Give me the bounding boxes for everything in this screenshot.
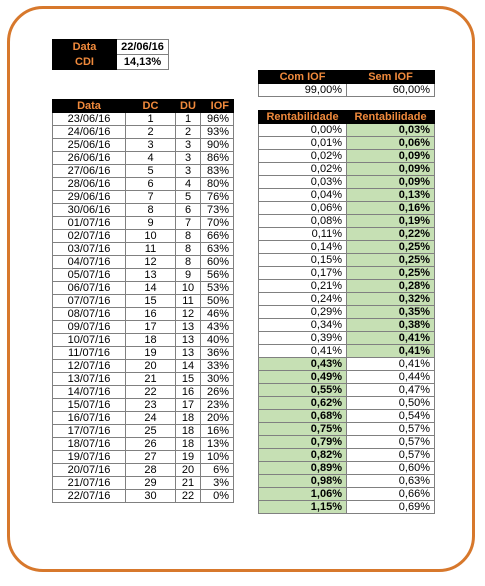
table-row [53,477,234,490]
dc-cell[interactable]: 26 [126,438,176,451]
sem-iof-cell[interactable]: 0,09% [347,163,435,176]
rent-row [259,475,435,488]
sem-iof-cell[interactable]: 0,57% [347,436,435,449]
com-iof-cell[interactable]: 0,75% [259,423,347,436]
iof-cell[interactable]: 96% [201,113,234,126]
table-row [53,347,234,360]
date-cell[interactable]: 11/07/16 [53,347,126,360]
iof-cell[interactable]: 66% [201,230,234,243]
sem-iof-cell[interactable]: 0,09% [347,150,435,163]
table-row [53,451,234,464]
iof-cell[interactable]: 23% [201,399,234,412]
rent-header-row [259,111,435,124]
sem-iof-cell[interactable]: 0,03% [347,124,435,137]
table-row [53,139,234,152]
iof-cell[interactable]: 6% [201,464,234,477]
date-cell[interactable]: 23/06/16 [53,113,126,126]
dc-cell[interactable]: 9 [126,217,176,230]
sem-iof-cell[interactable]: 0,16% [347,202,435,215]
du-cell[interactable]: 3 [176,139,201,152]
date-cell[interactable]: 21/07/16 [53,477,126,490]
table-row [53,269,234,282]
rent-row [259,436,435,449]
dc-cell[interactable]: 20 [126,360,176,373]
rent-spacer-row [259,97,435,111]
date-cell[interactable]: 04/07/16 [53,256,126,269]
rent-row [259,189,435,202]
du-cell[interactable]: 1 [176,113,201,126]
rent-row [259,202,435,215]
sem-iof-cell[interactable]: 0,41% [347,345,435,358]
date-cell[interactable]: 07/07/16 [53,295,126,308]
info-cdi-value[interactable]: 14,13% [117,55,169,70]
table-row [53,490,234,503]
rentability-table [258,70,435,514]
date-cell[interactable]: 30/06/16 [53,204,126,217]
table-row [53,256,234,269]
rent-row [259,501,435,514]
rent-row [259,254,435,267]
sem-iof-cell[interactable]: 0,63% [347,475,435,488]
date-cell[interactable]: 17/07/16 [53,425,126,438]
table-row [53,165,234,178]
header-iof: IOF [201,100,234,113]
du-cell[interactable]: 16 [176,386,201,399]
rent-row [259,397,435,410]
com-iof-cell[interactable]: 0,55% [259,384,347,397]
rent-row [259,241,435,254]
date-cell[interactable]: 27/06/16 [53,165,126,178]
sem-iof-cell[interactable]: 0,66% [347,488,435,501]
table-row [53,438,234,451]
table-row [53,204,234,217]
du-cell[interactable]: 18 [176,425,201,438]
du-cell[interactable]: 7 [176,217,201,230]
com-iof-cell[interactable]: 0,00% [259,124,347,137]
du-cell[interactable]: 13 [176,334,201,347]
du-cell[interactable]: 14 [176,360,201,373]
info-data-label: Data [53,40,117,55]
dc-cell[interactable]: 27 [126,451,176,464]
du-cell[interactable]: 3 [176,165,201,178]
com-iof-cell[interactable]: 1,06% [259,488,347,501]
date-cell[interactable]: 09/07/16 [53,321,126,334]
table-row [53,399,234,412]
du-cell[interactable]: 11 [176,295,201,308]
table-row [53,464,234,477]
du-cell[interactable]: 8 [176,230,201,243]
dc-cell[interactable]: 7 [126,191,176,204]
du-cell[interactable]: 20 [176,464,201,477]
table-row [53,373,234,386]
rent-label-row [259,71,435,84]
table-row [53,308,234,321]
sem-iof-cell[interactable]: 0,25% [347,254,435,267]
table-row [53,152,234,165]
com-iof-cell[interactable]: 0,49% [259,371,347,384]
com-iof-cell[interactable]: 0,24% [259,293,347,306]
du-cell[interactable]: 9 [176,269,201,282]
rent-row [259,137,435,150]
du-cell[interactable]: 2 [176,126,201,139]
rent-row [259,410,435,423]
main-header-row [53,100,234,113]
com-iof-cell[interactable]: 0,02% [259,163,347,176]
sem-iof-cell[interactable]: 0,69% [347,501,435,514]
com-iof-cell[interactable]: 0,08% [259,215,347,228]
rent-row [259,150,435,163]
rent-row [259,384,435,397]
info-data-value[interactable]: 22/06/16 [117,40,169,55]
dc-cell[interactable]: 16 [126,308,176,321]
iof-cell[interactable]: 3% [201,477,234,490]
com-iof-cell[interactable]: 0,98% [259,475,347,488]
date-cell[interactable]: 01/07/16 [53,217,126,230]
table-row [53,282,234,295]
rent-row [259,462,435,475]
com-iof-cell[interactable]: 0,41% [259,345,347,358]
rent-row [259,293,435,306]
table-row [53,386,234,399]
date-cell[interactable]: 16/07/16 [53,412,126,425]
dc-cell[interactable]: 18 [126,334,176,347]
rent-row [259,267,435,280]
com-iof-cell[interactable]: 0,15% [259,254,347,267]
iof-cell[interactable]: 73% [201,204,234,217]
sem-iof-cell[interactable]: 0,41% [347,358,435,371]
sem-iof-cell[interactable]: 0,13% [347,189,435,202]
info-cdi-label: CDI [53,55,117,70]
com-iof-cell[interactable]: 0,02% [259,150,347,163]
sem-iof-cell[interactable]: 0,35% [347,306,435,319]
spacer [259,97,347,111]
iof-cell[interactable]: 90% [201,139,234,152]
rent-row [259,358,435,371]
rent-row [259,449,435,462]
iof-cell[interactable]: 40% [201,334,234,347]
du-cell[interactable]: 13 [176,321,201,334]
iof-cell[interactable]: 10% [201,451,234,464]
dc-cell[interactable]: 19 [126,347,176,360]
date-cell[interactable]: 14/07/16 [53,386,126,399]
header-rent-sem: Rentabilidade [347,111,435,124]
rent-row [259,228,435,241]
du-cell[interactable]: 8 [176,243,201,256]
du-cell[interactable]: 8 [176,256,201,269]
du-cell[interactable]: 18 [176,438,201,451]
table-row [53,113,234,126]
com-iof-cell[interactable]: 0,29% [259,306,347,319]
dc-cell[interactable]: 30 [126,490,176,503]
rent-row [259,215,435,228]
date-cell[interactable]: 25/06/16 [53,139,126,152]
sem-iof-cell[interactable]: 0,32% [347,293,435,306]
header-rent-com: Rentabilidade [259,111,347,124]
dc-cell[interactable]: 22 [126,386,176,399]
table-row [53,126,234,139]
dc-cell[interactable]: 3 [126,139,176,152]
com-iof-pct[interactable]: 99,00% [259,84,347,97]
table-row [53,360,234,373]
iof-cell[interactable]: 0% [201,490,234,503]
iof-cell[interactable]: 56% [201,269,234,282]
com-iof-cell[interactable]: 0,89% [259,462,347,475]
table-row [53,425,234,438]
sem-iof-pct[interactable]: 60,00% [347,84,435,97]
com-iof-cell[interactable]: 0,04% [259,189,347,202]
sem-iof-cell[interactable]: 0,60% [347,462,435,475]
iof-cell[interactable]: 46% [201,308,234,321]
header-data: Data [53,100,126,113]
sem-iof-cell[interactable]: 0,44% [347,371,435,384]
table-row [53,321,234,334]
com-iof-cell[interactable]: 0,14% [259,241,347,254]
date-cell[interactable]: 12/07/16 [53,360,126,373]
du-cell[interactable]: 10 [176,282,201,295]
com-iof-cell[interactable]: 0,03% [259,176,347,189]
sem-iof-cell[interactable]: 0,47% [347,384,435,397]
com-iof-cell[interactable]: 0,06% [259,202,347,215]
iof-cell[interactable]: 86% [201,152,234,165]
rent-row [259,306,435,319]
iof-cell[interactable]: 20% [201,412,234,425]
sem-iof-cell[interactable]: 0,57% [347,449,435,462]
date-cell[interactable]: 10/07/16 [53,334,126,347]
rent-row [259,488,435,501]
dc-cell[interactable]: 1 [126,113,176,126]
du-cell[interactable]: 18 [176,412,201,425]
du-cell[interactable]: 3 [176,152,201,165]
sem-iof-cell[interactable]: 0,22% [347,228,435,241]
iof-cell[interactable]: 16% [201,425,234,438]
com-iof-cell[interactable]: 0,11% [259,228,347,241]
sem-iof-cell[interactable]: 0,54% [347,410,435,423]
table-row [53,230,234,243]
rent-row [259,345,435,358]
header-du: DU [176,100,201,113]
date-cell[interactable]: 29/06/16 [53,191,126,204]
date-cell[interactable]: 26/06/16 [53,152,126,165]
sem-iof-cell[interactable]: 0,57% [347,423,435,436]
com-iof-cell[interactable]: 1,15% [259,501,347,514]
iof-cell[interactable]: 26% [201,386,234,399]
dc-cell[interactable]: 23 [126,399,176,412]
sem-iof-cell[interactable]: 0,41% [347,332,435,345]
du-cell[interactable]: 12 [176,308,201,321]
com-iof-cell[interactable]: 0,43% [259,358,347,371]
com-iof-cell[interactable]: 0,68% [259,410,347,423]
du-cell[interactable]: 22 [176,490,201,503]
rent-row [259,332,435,345]
rent-row [259,423,435,436]
com-iof-cell[interactable]: 0,34% [259,319,347,332]
table-row [53,217,234,230]
sem-iof-cell[interactable]: 0,06% [347,137,435,150]
date-cell[interactable]: 05/07/16 [53,269,126,282]
du-cell[interactable]: 17 [176,399,201,412]
dc-cell[interactable]: 12 [126,256,176,269]
dc-cell[interactable]: 25 [126,425,176,438]
dc-cell[interactable]: 29 [126,477,176,490]
info-row-cdi [53,55,169,70]
com-iof-cell[interactable]: 0,01% [259,137,347,150]
rent-row [259,371,435,384]
sem-iof-cell[interactable]: 0,19% [347,215,435,228]
date-cell[interactable]: 20/07/16 [53,464,126,477]
rent-row [259,319,435,332]
dc-cell[interactable]: 10 [126,230,176,243]
iof-cell[interactable]: 13% [201,438,234,451]
du-cell[interactable]: 6 [176,204,201,217]
dc-cell[interactable]: 6 [126,178,176,191]
sem-iof-label: Sem IOF [347,71,435,84]
dc-cell[interactable]: 14 [126,282,176,295]
dc-cell[interactable]: 8 [126,204,176,217]
dc-cell[interactable]: 24 [126,412,176,425]
rent-row [259,163,435,176]
iof-cell[interactable]: 70% [201,217,234,230]
dc-cell[interactable]: 15 [126,295,176,308]
com-iof-cell[interactable]: 0,39% [259,332,347,345]
du-cell[interactable]: 13 [176,347,201,360]
iof-cell[interactable]: 93% [201,126,234,139]
date-cell[interactable]: 02/07/16 [53,230,126,243]
iof-cell[interactable]: 50% [201,295,234,308]
dc-cell[interactable]: 13 [126,269,176,282]
date-cell[interactable]: 03/07/16 [53,243,126,256]
date-cell[interactable]: 15/07/16 [53,399,126,412]
dc-cell[interactable]: 17 [126,321,176,334]
iof-cell[interactable]: 60% [201,256,234,269]
com-iof-cell[interactable]: 0,79% [259,436,347,449]
iof-cell[interactable]: 33% [201,360,234,373]
com-iof-cell[interactable]: 0,82% [259,449,347,462]
com-iof-label: Com IOF [259,71,347,84]
date-cell[interactable]: 24/06/16 [53,126,126,139]
rent-row [259,124,435,137]
sem-iof-cell[interactable]: 0,25% [347,267,435,280]
sem-iof-cell[interactable]: 0,09% [347,176,435,189]
table-row [53,412,234,425]
iof-cell[interactable]: 36% [201,347,234,360]
table-row [53,178,234,191]
iof-cell[interactable]: 43% [201,321,234,334]
rent-row [259,280,435,293]
date-cell[interactable]: 13/07/16 [53,373,126,386]
table-row [53,191,234,204]
dc-cell[interactable]: 21 [126,373,176,386]
info-row-data [53,40,169,55]
sem-iof-cell[interactable]: 0,25% [347,241,435,254]
dc-cell[interactable]: 5 [126,165,176,178]
date-cell[interactable]: 22/07/16 [53,490,126,503]
dc-cell[interactable]: 28 [126,464,176,477]
du-cell[interactable]: 19 [176,451,201,464]
date-cell[interactable]: 19/07/16 [53,451,126,464]
header-dc: DC [126,100,176,113]
dc-cell[interactable]: 2 [126,126,176,139]
com-iof-cell[interactable]: 0,17% [259,267,347,280]
dc-cell[interactable]: 4 [126,152,176,165]
com-iof-cell[interactable]: 0,62% [259,397,347,410]
iof-cell[interactable]: 83% [201,165,234,178]
rent-pct-row [259,84,435,97]
spacer [347,97,435,111]
du-cell[interactable]: 15 [176,373,201,386]
iof-cell[interactable]: 80% [201,178,234,191]
sem-iof-cell[interactable]: 0,38% [347,319,435,332]
main-table [52,99,234,503]
table-row [53,334,234,347]
table-row [53,295,234,308]
iof-cell[interactable]: 63% [201,243,234,256]
com-iof-cell[interactable]: 0,21% [259,280,347,293]
sem-iof-cell[interactable]: 0,28% [347,280,435,293]
dc-cell[interactable]: 11 [126,243,176,256]
du-cell[interactable]: 5 [176,191,201,204]
info-table [52,39,169,70]
sem-iof-cell[interactable]: 0,50% [347,397,435,410]
iof-cell[interactable]: 76% [201,191,234,204]
du-cell[interactable]: 4 [176,178,201,191]
rent-row [259,176,435,189]
date-cell[interactable]: 28/06/16 [53,178,126,191]
iof-cell[interactable]: 30% [201,373,234,386]
date-cell[interactable]: 08/07/16 [53,308,126,321]
du-cell[interactable]: 21 [176,477,201,490]
table-row [53,243,234,256]
iof-cell[interactable]: 53% [201,282,234,295]
date-cell[interactable]: 18/07/16 [53,438,126,451]
date-cell[interactable]: 06/07/16 [53,282,126,295]
